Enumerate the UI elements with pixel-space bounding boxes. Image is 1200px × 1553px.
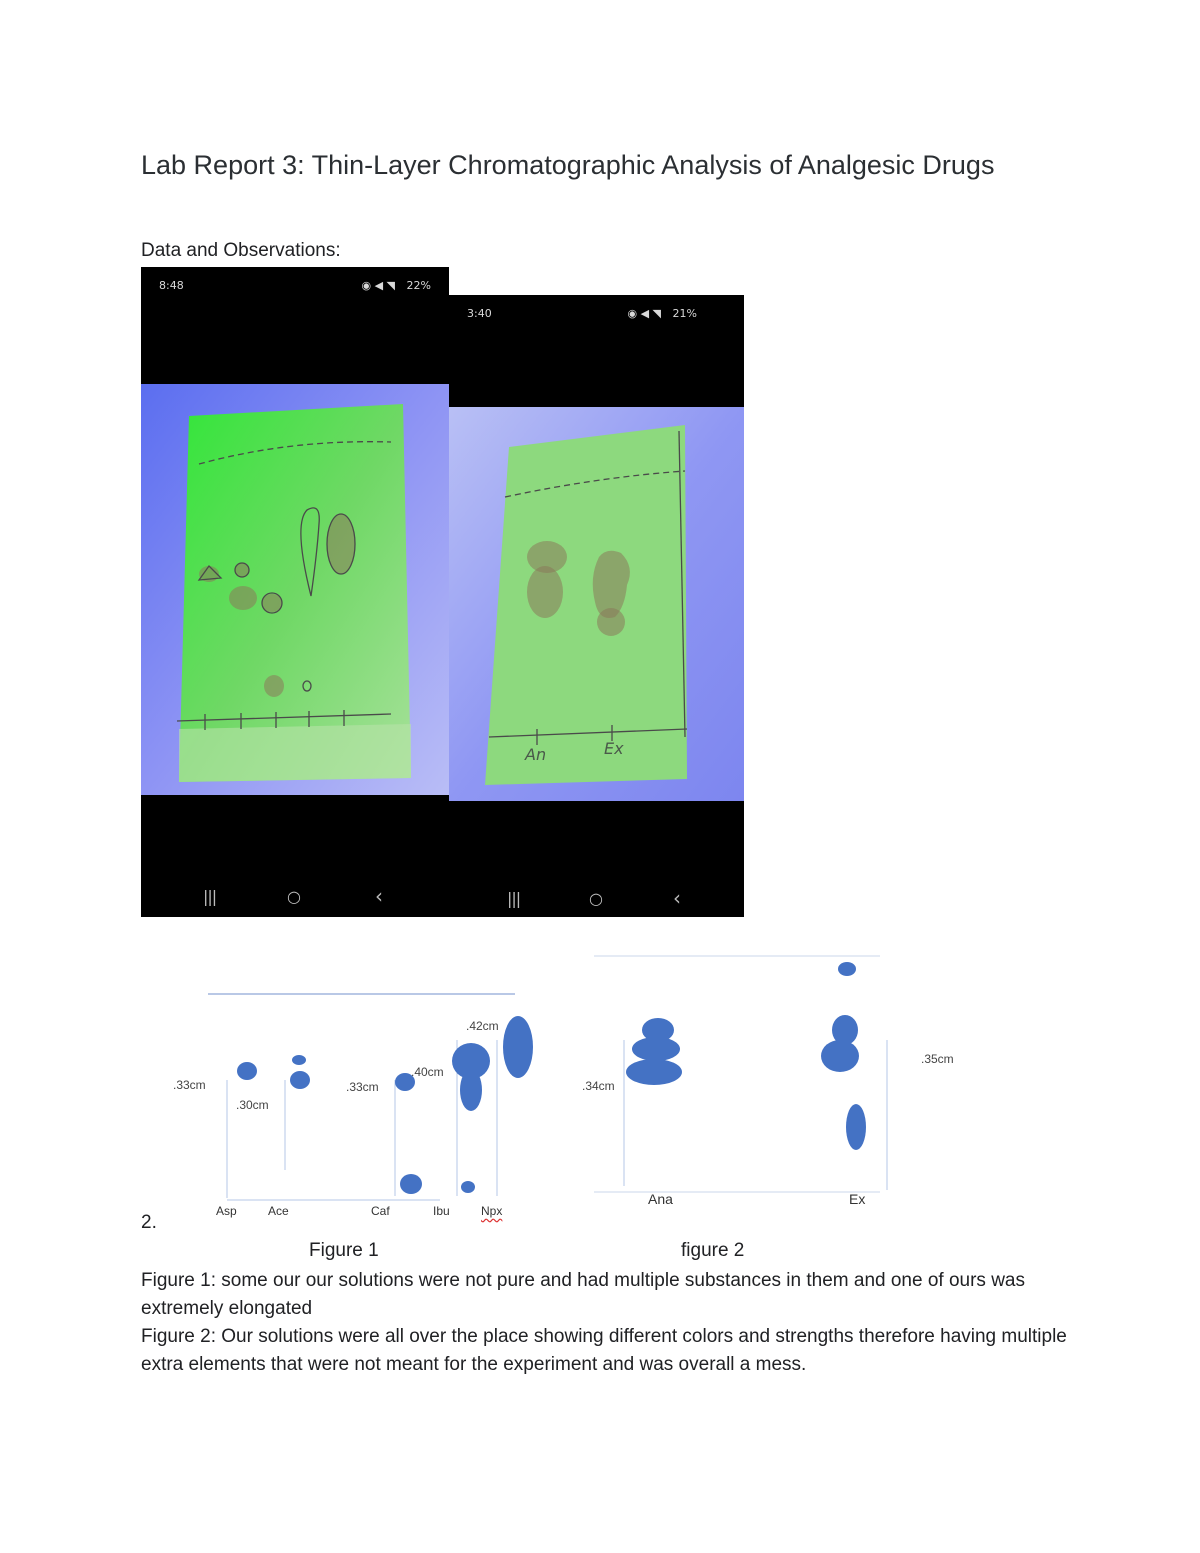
tlc-plate-photo-1 [141,384,449,795]
spot-ibu-lower [461,1181,475,1193]
lane-label-ace: Ace [268,1204,289,1218]
lane-label-ibu: Ibu [433,1204,450,1218]
status-icons: ◉ ◀ ◥ [627,307,661,320]
status-battery: 22% [406,279,431,292]
figure-1-diagram [160,980,550,1230]
spot-npx [503,1016,533,1078]
lane-label-ana: Ana [648,1191,673,1207]
lane-label-ex-fig2: Ex [849,1191,866,1207]
measure-ex: .35cm [921,1052,954,1066]
figure-2-caption: figure 2 [681,1240,745,1261]
tlc-photo-2 [449,295,744,917]
lane-label-an: An [525,745,547,764]
tlc-photo-1 [141,267,449,917]
spot-ex-lower [846,1104,866,1150]
status-time: 3:40 [467,307,492,320]
status-time: 8:48 [159,279,184,292]
status-bar [467,307,697,323]
status-icons: ◉ ◀ ◥ [361,279,395,292]
spot-ibu-tail [460,1069,482,1111]
spot-ex-top [838,962,856,976]
lane-label-npx: Npx [481,1204,503,1218]
spot-caf-lower [400,1174,422,1194]
list-number: 2. [141,1212,157,1233]
status-battery: 21% [672,307,697,320]
spot-ana-bottom [626,1059,682,1085]
recents-icon[interactable]: ||| [203,887,217,906]
nav-bar [449,886,744,913]
measure-ace: .30cm [236,1098,269,1112]
measure-caf: .33cm [346,1080,379,1094]
back-icon[interactable]: ‹ [673,886,681,910]
recents-icon[interactable]: ||| [507,889,521,908]
figure-1-description: Figure 1: some our our solutions were not pure and had multiple substances in them and one of ours was extremely elongated [141,1270,1026,1319]
lane-label-caf: Caf [371,1204,390,1218]
nav-bar [141,884,449,911]
figure-1-caption: Figure 1 [309,1240,379,1261]
lane-label-ex: Ex [604,739,624,758]
measure-npx: .42cm [466,1019,499,1033]
measure-asp: .33cm [173,1078,206,1092]
figure-2-diagram [590,950,900,1200]
spot-ace-upper [292,1055,306,1065]
spot-asp [237,1062,257,1080]
back-icon[interactable]: ‹ [375,884,383,908]
status-bar [159,279,431,295]
spot-ex-mid [821,1040,859,1072]
page-title: Lab Report 3: Thin-Layer Chromatographic Analysis of Analgesic Drugs [141,150,995,180]
home-icon[interactable]: ○ [287,887,301,906]
section-heading: Data and Observations: [141,240,341,261]
figure-2-description: Figure 2: Our solutions were all over the place showing different colors and strengths therefore having multiple extra elements that were not meant for the experiment and was overall a mess. [141,1326,1067,1375]
home-icon[interactable]: ○ [589,889,603,908]
spot-ana-mid [632,1037,680,1061]
spot-ace-lower [290,1071,310,1089]
tlc-plate-photo-2 [449,407,744,801]
measure-ana: .34cm [582,1079,615,1093]
measure-ibu: .40cm [411,1065,444,1079]
lane-label-asp: Asp [216,1204,237,1218]
